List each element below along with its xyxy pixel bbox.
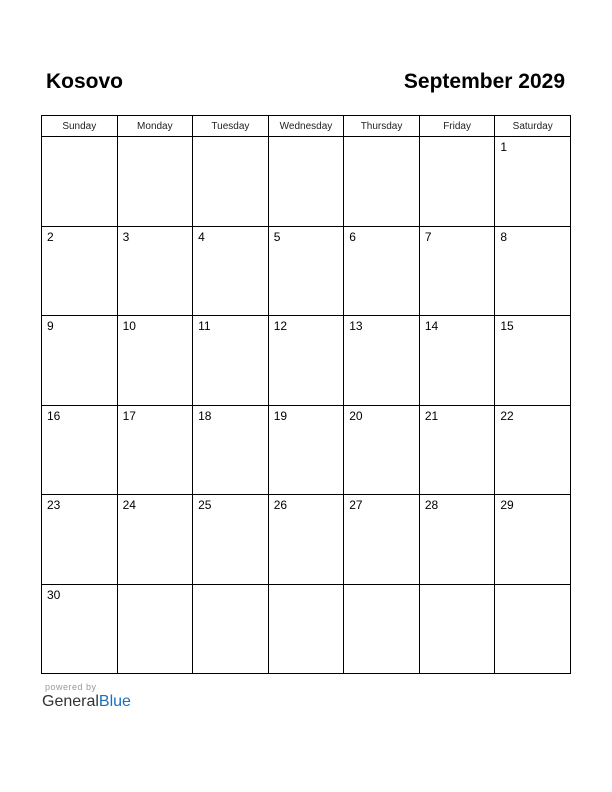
week-row [42, 137, 571, 227]
day-number [118, 585, 193, 588]
day-cell [268, 495, 344, 585]
day-number: 18 [198, 408, 212, 423]
day-cell [419, 226, 495, 316]
weekday-saturday: Saturday [495, 116, 571, 137]
day-number: 11 [198, 319, 211, 333]
weekday-tuesday: Tuesday [193, 116, 269, 137]
week-row [42, 584, 571, 674]
day-number: 9 [47, 319, 54, 333]
day-cell [268, 584, 344, 674]
week-row [42, 226, 571, 316]
footer-branding [42, 682, 131, 711]
day-cell [268, 405, 344, 495]
brand-logo[interactable] [42, 693, 131, 711]
day-number [420, 137, 495, 140]
day-cell [42, 584, 118, 674]
day-number: 14 [424, 319, 439, 333]
month-year-title: September 2029 [403, 70, 565, 93]
day-cell [495, 137, 571, 227]
calendar-grid [41, 115, 571, 674]
day-number [495, 585, 570, 588]
day-cell [193, 137, 269, 227]
day-number: 7 [424, 229, 432, 244]
country-title: Kosovo [46, 70, 124, 93]
day-number: 10 [122, 319, 136, 333]
day-cell [193, 584, 269, 674]
day-number: 20 [349, 408, 363, 423]
weekday-monday: Monday [117, 116, 193, 137]
day-cell [117, 316, 193, 406]
day-number: 15 [500, 319, 514, 333]
day-cell [117, 137, 193, 227]
day-number: 5 [273, 229, 281, 244]
day-cell [268, 226, 344, 316]
day-cell [419, 495, 495, 585]
day-cell [193, 226, 269, 316]
day-cell [42, 495, 118, 585]
day-cell [495, 495, 571, 585]
powered-by-text: powered by [45, 682, 97, 692]
day-number: 8 [500, 229, 508, 244]
day-cell [344, 226, 420, 316]
day-number: 24 [122, 498, 136, 512]
week-row [42, 495, 571, 585]
day-number: 17 [122, 408, 136, 423]
day-cell [419, 584, 495, 674]
day-number: 13 [349, 319, 363, 333]
weekday-friday: Friday [419, 116, 495, 137]
day-number: 1 [500, 140, 508, 154]
day-number [269, 585, 344, 588]
day-number: 21 [424, 408, 439, 423]
day-number [193, 137, 268, 140]
day-cell [42, 316, 118, 406]
weekday-header-row [42, 116, 571, 137]
day-number: 22 [500, 408, 514, 423]
day-number [118, 137, 193, 140]
day-cell [117, 495, 193, 585]
brand-blue: Blue [98, 693, 131, 710]
day-cell [495, 405, 571, 495]
day-number: 19 [273, 408, 288, 423]
day-cell [117, 584, 193, 674]
day-number: 4 [198, 229, 205, 244]
day-cell [344, 405, 420, 495]
day-cell [268, 316, 344, 406]
day-number: 26 [273, 498, 288, 512]
day-cell [42, 226, 118, 316]
day-cell [117, 226, 193, 316]
day-number: 28 [424, 498, 439, 512]
day-number: 6 [349, 229, 356, 244]
day-cell [193, 405, 269, 495]
day-number: 3 [122, 229, 130, 244]
day-number: 25 [198, 498, 212, 512]
day-cell [495, 584, 571, 674]
brand-general: General [42, 693, 99, 710]
day-number [344, 137, 419, 140]
day-cell [419, 137, 495, 227]
day-cell [495, 316, 571, 406]
day-number [193, 585, 268, 588]
day-cell [344, 495, 420, 585]
day-cell [344, 584, 420, 674]
day-cell [344, 316, 420, 406]
day-number: 30 [47, 587, 61, 602]
day-cell [42, 137, 118, 227]
day-number: 16 [47, 408, 61, 423]
day-cell [193, 316, 269, 406]
day-number: 23 [47, 498, 61, 512]
day-cell [344, 137, 420, 227]
day-number: 27 [349, 498, 363, 512]
weekday-wednesday: Wednesday [268, 116, 344, 137]
day-number: 2 [47, 229, 54, 244]
day-cell [495, 226, 571, 316]
day-number [420, 585, 495, 588]
week-row [42, 316, 571, 406]
day-cell [268, 137, 344, 227]
day-cell [42, 405, 118, 495]
day-number [269, 137, 344, 140]
day-number [42, 137, 117, 140]
day-cell [419, 316, 495, 406]
day-number: 12 [273, 319, 288, 333]
day-cell [419, 405, 495, 495]
day-number [344, 585, 419, 588]
week-row [42, 405, 571, 495]
day-number: 29 [500, 498, 514, 512]
day-cell [117, 405, 193, 495]
day-cell [193, 495, 269, 585]
weekday-sunday: Sunday [42, 116, 118, 137]
weekday-thursday: Thursday [344, 116, 420, 137]
